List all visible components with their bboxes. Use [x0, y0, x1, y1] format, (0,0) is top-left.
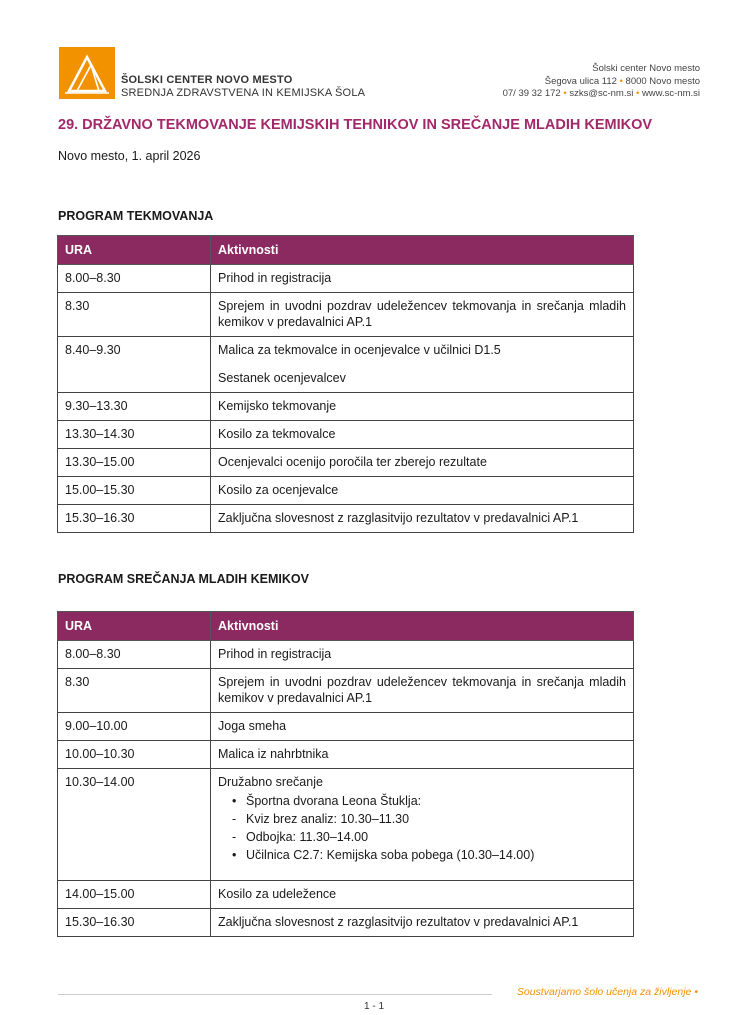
program2-heading: PROGRAM SREČANJA MLADIH KEMIKOV	[58, 572, 309, 586]
list-item-text: Odbojka: 11.30–14.00	[246, 830, 369, 844]
activity-cell: Ocenjevalci ocenijo poročila ter zberejo rezultate	[211, 449, 634, 477]
school-logo	[59, 47, 115, 99]
table-row	[58, 881, 634, 909]
activity-cell: Sprejem in uvodni pozdrav udeležencev tekmovanja in srečanja mladih kemikov v predavalnici AP.1	[211, 293, 634, 337]
time-cell: 10.30–14.00	[58, 769, 211, 881]
activity-cell: Kosilo za tekmovalce	[211, 421, 634, 449]
table-row	[58, 713, 634, 741]
separator-dot: •	[635, 88, 640, 99]
activity-cell: Joga smeha	[211, 713, 634, 741]
document-title: 29. DRŽAVNO TEKMOVANJE KEMIJSKIH TEHNIKOV IN SREČANJE MLADIH KEMIKOV	[58, 117, 653, 133]
time-cell: 9.30–13.30	[58, 393, 211, 421]
time-cell: 13.30–14.30	[58, 421, 211, 449]
time-cell: 8.00–8.30	[58, 265, 211, 293]
footer-divider	[58, 994, 492, 995]
dateline: Novo mesto, 1. april 2026	[58, 149, 201, 163]
bullet-mark: •	[232, 794, 237, 808]
table-row	[58, 477, 634, 505]
footer-slogan	[517, 986, 698, 998]
time-cell: 10.00–10.30	[58, 741, 211, 769]
list-item-text: Učilnica C2.7: Kemijska soba pobega (10.30–14.00)	[246, 848, 535, 862]
table-row	[58, 741, 634, 769]
time-cell: 15.00–15.30	[58, 477, 211, 505]
activity-line: Družabno srečanje	[218, 775, 323, 789]
activity-cell: Zaključna slovesnost z razglasitvijo rezultatov v predavalnici AP.1	[211, 909, 634, 937]
contact-address	[503, 76, 700, 89]
list-item	[232, 846, 626, 864]
table-row	[58, 337, 634, 393]
school-name-line2: SREDNJA ZDRAVSTVENA IN KEMIJSKA ŠOLA	[121, 87, 366, 99]
activity-cell: Sprejem in uvodni pozdrav udeležencev tekmovanja in srečanja mladih kemikov v predavalnici AP.1	[211, 669, 634, 713]
table-row	[58, 641, 634, 669]
time-cell: 9.00–10.00	[58, 713, 211, 741]
time-cell: 13.30–15.00	[58, 449, 211, 477]
program2-table	[57, 611, 634, 937]
activity-line: Malica za tekmovalce in ocenjevalce v učilnici D1.5	[218, 343, 501, 357]
time-cell: 8.00–8.30	[58, 641, 211, 669]
contact-block	[503, 63, 700, 101]
list-item	[232, 828, 626, 846]
contact-city: 8000 Novo mesto	[625, 75, 700, 87]
activity-cell: Prihod in registracija	[211, 265, 634, 293]
activity-cell	[211, 769, 634, 881]
dash-mark: -	[232, 830, 237, 844]
table-row	[58, 505, 634, 533]
table-row	[58, 265, 634, 293]
activity-cell	[211, 337, 634, 393]
program1-heading: PROGRAM TEKMOVANJA	[58, 209, 214, 223]
slogan-text: Soustvarjamo šolo učenja za življenje	[516, 986, 692, 998]
table-row	[58, 769, 634, 881]
activity-cell: Kemijsko tekmovanje	[211, 393, 634, 421]
school-name	[121, 74, 365, 100]
list-item-text: Športna dvorana Leona Štuklja:	[246, 794, 422, 808]
letterhead	[57, 47, 700, 103]
time-cell: 15.30–16.30	[58, 505, 211, 533]
column-header-time: URA	[58, 236, 211, 265]
separator-dot: •	[563, 88, 567, 99]
contact-street: Šegova ulica 112	[544, 75, 617, 87]
table-row	[58, 421, 634, 449]
list-item	[232, 792, 626, 810]
table-header-row	[58, 236, 634, 265]
activity-cell: Kosilo za ocenjevalce	[211, 477, 634, 505]
slogan-dot: •	[694, 986, 698, 998]
table-row	[58, 449, 634, 477]
time-cell: 14.00–15.00	[58, 881, 211, 909]
contact-email[interactable]: szks@sc-nm.si	[569, 88, 634, 99]
table-row	[58, 393, 634, 421]
dash-mark: -	[232, 812, 237, 826]
sub-activity-list	[218, 792, 626, 864]
table-header-row	[58, 612, 634, 641]
activity-cell: Kosilo za udeležence	[211, 881, 634, 909]
activity-cell: Zaključna slovesnost z razglasitvijo rezultatov v predavalnici AP.1	[211, 505, 634, 533]
table-row	[58, 669, 634, 713]
separator-dot: •	[619, 75, 623, 87]
time-cell: 8.30	[58, 669, 211, 713]
school-name-line1: ŠOLSKI CENTER NOVO MESTO	[121, 74, 293, 86]
table-row	[58, 909, 634, 937]
column-header-time: URA	[58, 612, 211, 641]
activity-cell: Malica iz nahrbtnika	[211, 741, 634, 769]
list-item-text: Kviz brez analiz: 10.30–11.30	[246, 812, 410, 826]
contact-name: Šolski center Novo mesto	[592, 63, 700, 74]
column-header-activity: Aktivnosti	[211, 236, 634, 265]
activity-line: Sestanek ocenjevalcev	[218, 371, 346, 385]
contact-details	[503, 88, 700, 101]
time-cell: 15.30–16.30	[58, 909, 211, 937]
activity-cell: Prihod in registracija	[211, 641, 634, 669]
contact-web[interactable]: www.sc-nm.si	[641, 88, 700, 99]
list-item	[232, 810, 626, 828]
page-number: 1 - 1	[364, 1001, 385, 1012]
bullet-mark: •	[232, 848, 237, 862]
table-row	[58, 293, 634, 337]
time-cell: 8.30	[58, 293, 211, 337]
time-cell: 8.40–9.30	[58, 337, 211, 393]
column-header-activity: Aktivnosti	[211, 612, 634, 641]
program1-table	[57, 235, 634, 533]
contact-phone: 07/ 39 32 172	[502, 88, 561, 99]
